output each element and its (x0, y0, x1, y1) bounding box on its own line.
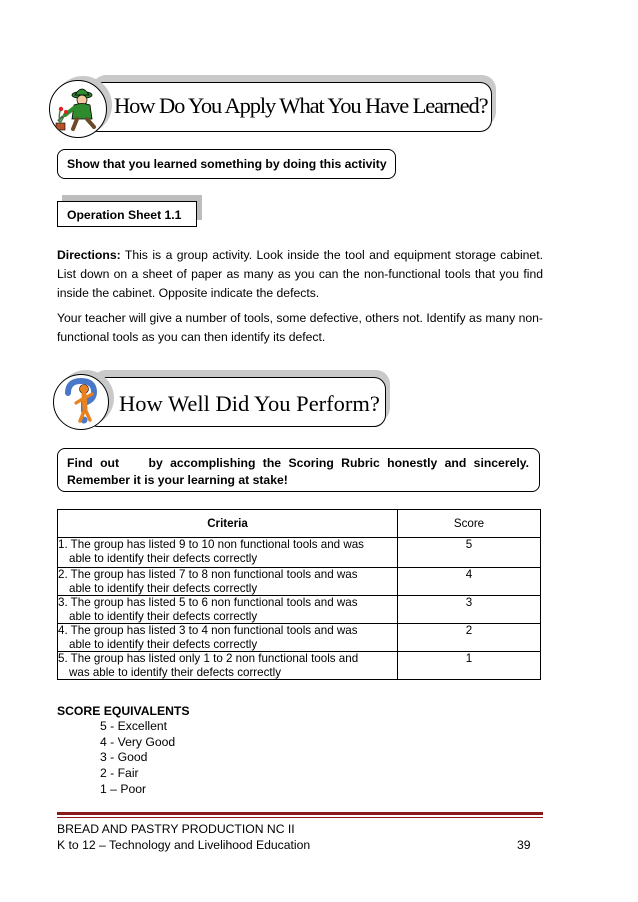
table-row (58, 652, 541, 680)
score-cell: 4 (398, 568, 541, 596)
criteria-line2: able to identify their defects correctly (69, 551, 258, 565)
perform-callout (57, 448, 540, 492)
score-header: Score (398, 510, 541, 538)
perform-title: How Well Did You Perform? (119, 391, 380, 416)
criteria-cell (58, 538, 398, 568)
criteria-line2: able to identify their defects correctly (69, 581, 258, 595)
score-equivalents-list (100, 719, 175, 798)
footer-course-title: BREAD AND PASTRY PRODUCTION NC II (57, 822, 295, 836)
table-row (58, 624, 541, 652)
apply-title: How Do You Apply What You Have Learned? (114, 93, 488, 118)
criteria-line1: 1. The group has listed 9 to 10 non functional tools and was (58, 538, 364, 551)
rubric-header-row (58, 510, 541, 538)
apply-callout (57, 149, 396, 179)
table-row (58, 568, 541, 596)
criteria-line1: 5. The group has listed only 1 to 2 non functional tools and (58, 652, 359, 665)
criteria-line1: 3. The group has listed 5 to 6 non functional tools and was (58, 596, 358, 609)
list-item: 4 - Very Good (100, 734, 176, 749)
operation-sheet-tab (57, 201, 197, 227)
criteria-line1: 2. The group has listed 7 to 8 non functional tools and was (58, 568, 358, 581)
question-mark-figure-icon (53, 374, 109, 430)
perform-callout-line2: Remember it is your learning at stake! (67, 473, 288, 487)
footer-rule-thin (57, 817, 543, 818)
rubric-table (57, 509, 541, 680)
score-equivalents-heading: SCORE EQUIVALENTS (57, 704, 190, 718)
directions-paragraph (57, 246, 543, 303)
footer-rule-thick (57, 812, 543, 815)
score-cell: 1 (398, 652, 541, 680)
criteria-cell (58, 568, 398, 596)
score-cell: 5 (398, 538, 541, 568)
criteria-cell (58, 652, 398, 680)
table-row (58, 596, 541, 624)
list-item: 5 - Excellent (100, 719, 168, 733)
list-item: 3 - Good (100, 750, 148, 765)
criteria-cell (58, 624, 398, 652)
operation-sheet-label: Operation Sheet 1.1 (67, 208, 182, 222)
list-item: 1 – Poor (100, 781, 147, 796)
criteria-line1: 4. The group has listed 3 to 4 non functional tools and was (58, 624, 358, 637)
directions-text: This is a group activity. Look inside the tool and equipment storage cabinet. List down on a sheet of paper as many as you can the non-functional tools that you find inside the cabinet. Opposite indicate the defects. (57, 248, 543, 300)
criteria-line2: was able to identify their defects correctly (69, 665, 282, 679)
criteria-header: Criteria (58, 510, 398, 538)
perform-callout-line1: Find out by accomplishing the Scoring Rubric honestly and sincerely. (67, 456, 529, 470)
criteria-cell (58, 596, 398, 624)
criteria-line2: able to identify their defects correctly (69, 609, 258, 623)
footer-subtitle: K to 12 – Technology and Livelihood Education (57, 838, 311, 852)
score-cell: 2 (398, 624, 541, 652)
gardener-figure-icon (49, 80, 107, 138)
score-cell: 3 (398, 596, 541, 624)
directions-lead: Directions: (57, 248, 121, 262)
teacher-paragraph: Your teacher will give a number of tools, some defective, others not. Identify as many non-functional tools as you can then identify its defect. (57, 311, 543, 344)
page-number: 39 (517, 838, 531, 852)
apply-callout-text: Show that you learned something by doing this activity (67, 157, 387, 171)
list-item: 2 - Fair (100, 766, 139, 781)
table-row (58, 538, 541, 568)
criteria-line2: able to identify their defects correctly (69, 637, 258, 651)
